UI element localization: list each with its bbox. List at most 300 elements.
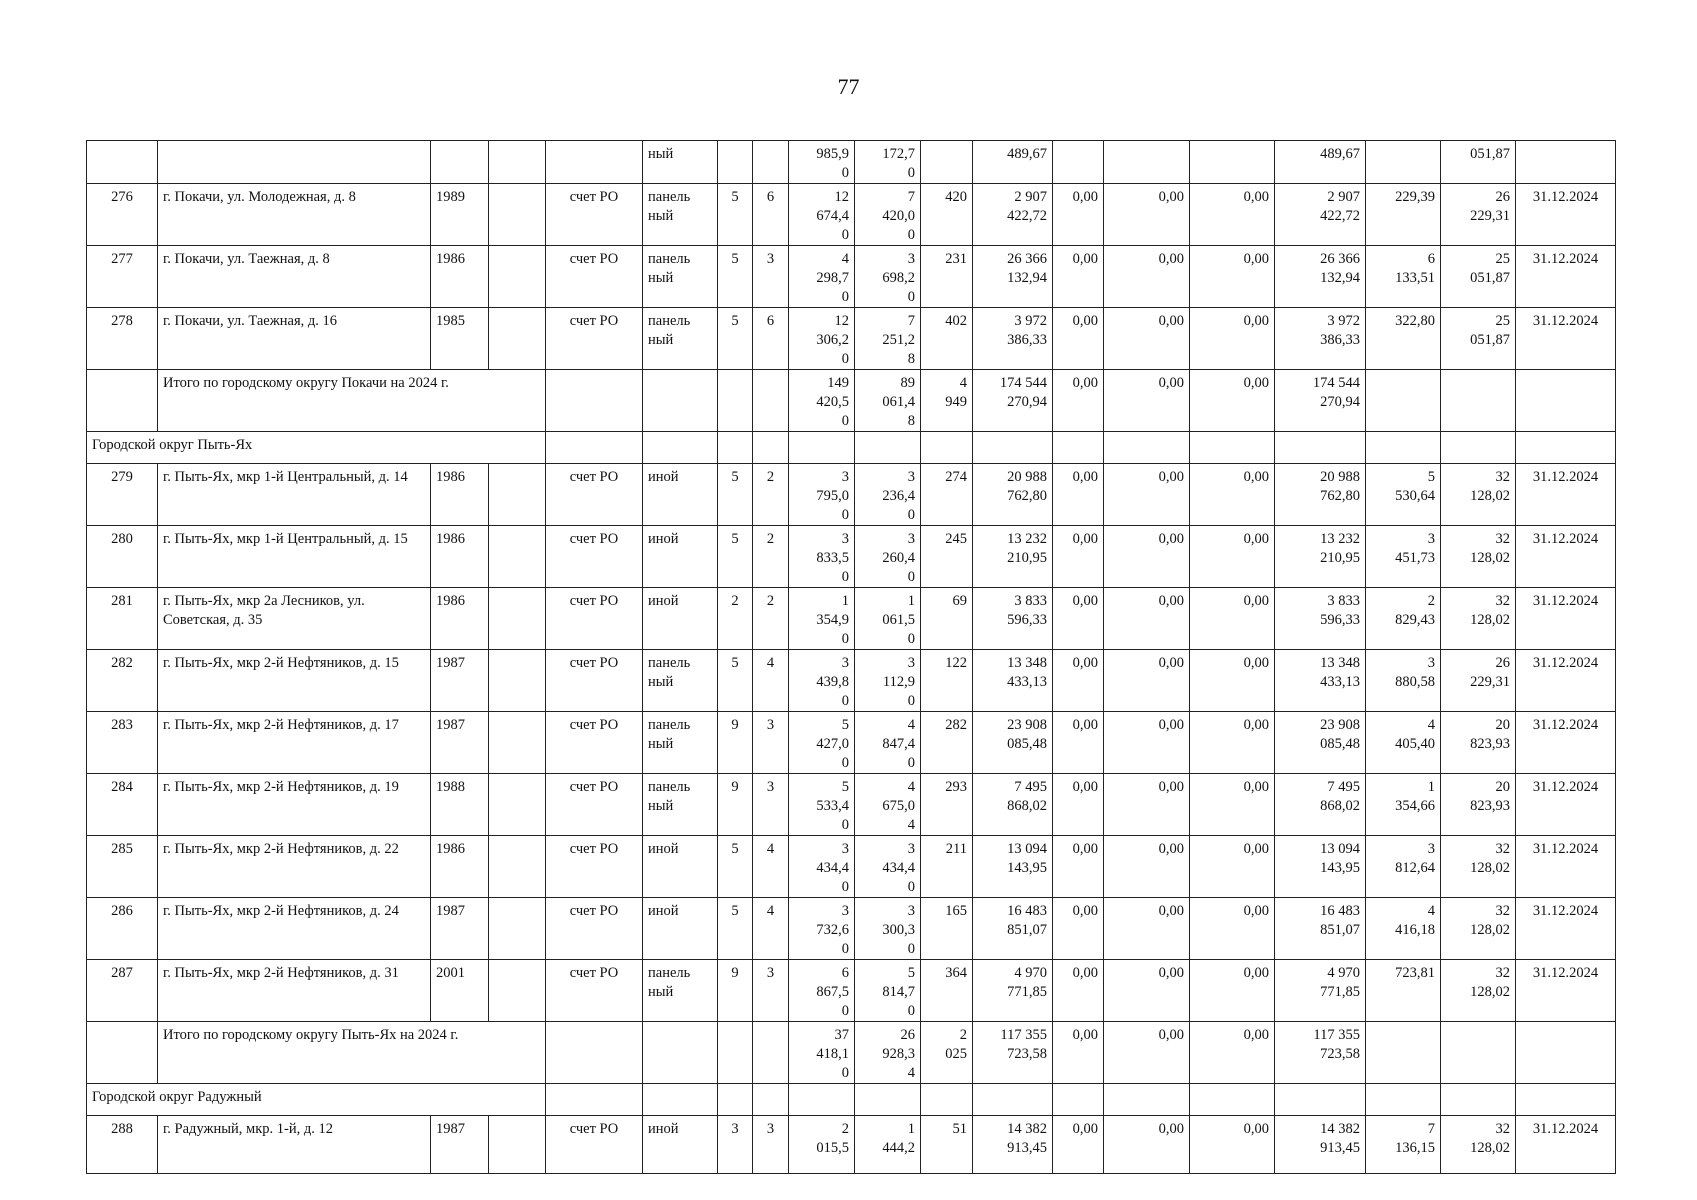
cell-z3: 0,00 [1190, 308, 1275, 370]
cell-year: 1987 [431, 898, 489, 960]
cell-unit-cost: 4 416,18 [1366, 898, 1441, 960]
cell-year: 2001 [431, 960, 489, 1022]
cell-address: г. Покачи, ул. Таежная, д. 16 [158, 308, 431, 370]
cell-fund: 13 232 210,95 [1275, 526, 1366, 588]
cell-number [87, 1022, 158, 1084]
cell-fund: 2 907 422,72 [1275, 184, 1366, 246]
cell-z1: 0,00 [1053, 308, 1104, 370]
cell-z3: 0,00 [1190, 712, 1275, 774]
cell-empty [753, 432, 789, 464]
cell-blank [489, 308, 546, 370]
cell-empty [1275, 432, 1366, 464]
cell-area-living: 89 061,4 8 [855, 370, 921, 432]
cell-fund: 3 833 596,33 [1275, 588, 1366, 650]
cell-area-total: 6 867,5 0 [789, 960, 855, 1022]
cell-fund: 4 970 771,85 [1275, 960, 1366, 1022]
cell-fund: 16 483 851,07 [1275, 898, 1366, 960]
cell-area-living: 1 444,2 [855, 1116, 921, 1174]
cell-number: 284 [87, 774, 158, 836]
cell-unit-cost [1366, 141, 1441, 184]
cell-empty [1190, 1084, 1275, 1116]
cell-unit-cost [1366, 1022, 1441, 1084]
cell-wall: панель ный [643, 774, 718, 836]
cell-z1: 0,00 [1053, 588, 1104, 650]
cell-z3: 0,00 [1190, 836, 1275, 898]
cell-entrances: 6 [753, 184, 789, 246]
cell-year: 1986 [431, 836, 489, 898]
cell-z1: 0,00 [1053, 1116, 1104, 1174]
cell-floors: 5 [718, 836, 753, 898]
cell-source: счет РО [546, 712, 643, 774]
cell-empty [921, 432, 973, 464]
cell-area-living: 3 300,3 0 [855, 898, 921, 960]
cell-year: 1986 [431, 246, 489, 308]
cell-blank [489, 464, 546, 526]
cell-fund: 117 355 723,58 [1275, 1022, 1366, 1084]
cell-date [1516, 370, 1616, 432]
table-row [87, 774, 1616, 836]
cell-z1: 0,00 [1053, 650, 1104, 712]
cell-empty [789, 1084, 855, 1116]
cell-z3: 0,00 [1190, 1116, 1275, 1174]
cell-entrances: 3 [753, 1116, 789, 1174]
cell-limit [1441, 370, 1516, 432]
cell-unit-cost: 5 530,64 [1366, 464, 1441, 526]
cell-date: 31.12.2024 [1516, 650, 1616, 712]
cell-unit-cost: 3 880,58 [1366, 650, 1441, 712]
cell-fund: 13 094 143,95 [1275, 836, 1366, 898]
cell-z3: 0,00 [1190, 898, 1275, 960]
cell-wall [643, 370, 718, 432]
cell-number: 286 [87, 898, 158, 960]
cell-z3: 0,00 [1190, 774, 1275, 836]
cell-number: 278 [87, 308, 158, 370]
cell-cost: 23 908 085,48 [973, 712, 1053, 774]
cell-z1: 0,00 [1053, 526, 1104, 588]
cell-empty [973, 1084, 1053, 1116]
cell-number: 285 [87, 836, 158, 898]
cell-date: 31.12.2024 [1516, 588, 1616, 650]
section-title: Городской округ Радужный [87, 1084, 546, 1116]
cell-residents: 402 [921, 308, 973, 370]
cell-fund: 3 972 386,33 [1275, 308, 1366, 370]
table-row [87, 650, 1616, 712]
cell-unit-cost: 3 812,64 [1366, 836, 1441, 898]
cell-residents [921, 141, 973, 184]
cell-z3: 0,00 [1190, 960, 1275, 1022]
cell-date: 31.12.2024 [1516, 712, 1616, 774]
cell-residents: 282 [921, 712, 973, 774]
cell-residents: 274 [921, 464, 973, 526]
section-header-row [87, 432, 1616, 464]
cell-year: 1987 [431, 712, 489, 774]
cell-z2: 0,00 [1104, 370, 1190, 432]
cell-z1: 0,00 [1053, 712, 1104, 774]
cell-limit: 32 128,02 [1441, 1116, 1516, 1174]
cell-unit-cost: 3 451,73 [1366, 526, 1441, 588]
cell-source [546, 141, 643, 184]
cell-wall: панель ный [643, 712, 718, 774]
cell-date: 31.12.2024 [1516, 464, 1616, 526]
cell-cost: 16 483 851,07 [973, 898, 1053, 960]
table-row [87, 588, 1616, 650]
cell-wall: панель ный [643, 184, 718, 246]
cell-entrances: 4 [753, 898, 789, 960]
cell-cost: 489,67 [973, 141, 1053, 184]
cell-z3: 0,00 [1190, 588, 1275, 650]
cell-date: 31.12.2024 [1516, 246, 1616, 308]
cell-number [87, 370, 158, 432]
cell-date: 31.12.2024 [1516, 836, 1616, 898]
cell-empty [1441, 1084, 1516, 1116]
cell-address: г. Пыть-Ях, мкр 2-й Нефтяников, д. 17 [158, 712, 431, 774]
cell-z2: 0,00 [1104, 588, 1190, 650]
cell-area-living: 7 251,2 8 [855, 308, 921, 370]
cell-z2 [1104, 141, 1190, 184]
cell-unit-cost: 2 829,43 [1366, 588, 1441, 650]
total-label: Итого по городскому округу Покачи на 2024 г. [158, 370, 546, 432]
cell-year: 1987 [431, 650, 489, 712]
cell-year: 1987 [431, 1116, 489, 1174]
cell-blank [489, 650, 546, 712]
cell-cost: 117 355 723,58 [973, 1022, 1053, 1084]
cell-entrances: 2 [753, 526, 789, 588]
cell-limit: 32 128,02 [1441, 526, 1516, 588]
cell-blank [489, 774, 546, 836]
total-label: Итого по городскому округу Пыть-Ях на 2024 г. [158, 1022, 546, 1084]
cell-limit: 20 823,93 [1441, 712, 1516, 774]
cell-source [546, 1022, 643, 1084]
cell-entrances [753, 1022, 789, 1084]
cell-empty [855, 1084, 921, 1116]
table-row [87, 712, 1616, 774]
cell-floors [718, 370, 753, 432]
cell-fund: 489,67 [1275, 141, 1366, 184]
cell-empty [718, 432, 753, 464]
cell-source: счет РО [546, 308, 643, 370]
table-row [87, 960, 1616, 1022]
cell-residents: 4 949 [921, 370, 973, 432]
cell-source: счет РО [546, 774, 643, 836]
cell-floors: 5 [718, 184, 753, 246]
cell-empty [921, 1084, 973, 1116]
cell-area-living: 3 112,9 0 [855, 650, 921, 712]
cell-address: г. Пыть-Ях, мкр 1-й Центральный, д. 15 [158, 526, 431, 588]
table-row [87, 308, 1616, 370]
cell-floors: 5 [718, 898, 753, 960]
cell-empty [1516, 1084, 1616, 1116]
cell-z2: 0,00 [1104, 526, 1190, 588]
cell-cost: 13 348 433,13 [973, 650, 1053, 712]
cell-date: 31.12.2024 [1516, 898, 1616, 960]
cell-z3 [1190, 141, 1275, 184]
cell-unit-cost [1366, 370, 1441, 432]
cell-area-living: 1 061,5 0 [855, 588, 921, 650]
cell-cost: 3 833 596,33 [973, 588, 1053, 650]
cell-year: 1988 [431, 774, 489, 836]
cell-limit: 25 051,87 [1441, 308, 1516, 370]
cell-residents: 420 [921, 184, 973, 246]
cell-area-living: 4 675,0 4 [855, 774, 921, 836]
cell-source: счет РО [546, 960, 643, 1022]
cell-date: 31.12.2024 [1516, 526, 1616, 588]
cell-limit: 32 128,02 [1441, 960, 1516, 1022]
cell-number: 282 [87, 650, 158, 712]
cell-floors: 5 [718, 308, 753, 370]
cell-z2: 0,00 [1104, 650, 1190, 712]
cell-date: 31.12.2024 [1516, 184, 1616, 246]
cell-wall: иной [643, 464, 718, 526]
cell-z2: 0,00 [1104, 308, 1190, 370]
cell-wall: панель ный [643, 246, 718, 308]
cell-address: г. Пыть-Ях, мкр 2-й Нефтяников, д. 15 [158, 650, 431, 712]
cell-cost: 13 232 210,95 [973, 526, 1053, 588]
cell-z3: 0,00 [1190, 526, 1275, 588]
cell-residents: 51 [921, 1116, 973, 1174]
cell-floors [718, 1022, 753, 1084]
cell-z2: 0,00 [1104, 836, 1190, 898]
cell-area-total: 2 015,5 [789, 1116, 855, 1174]
cell-floors: 3 [718, 1116, 753, 1174]
cell-wall: иной [643, 1116, 718, 1174]
cell-wall: панель ный [643, 960, 718, 1022]
cell-floors: 5 [718, 246, 753, 308]
total-row [87, 1022, 1616, 1084]
cell-empty [718, 1084, 753, 1116]
cell-date: 31.12.2024 [1516, 1116, 1616, 1174]
cell-z2: 0,00 [1104, 246, 1190, 308]
cell-blank [489, 898, 546, 960]
cell-address: г. Покачи, ул. Таежная, д. 8 [158, 246, 431, 308]
cell-empty [1104, 1084, 1190, 1116]
cell-source: счет РО [546, 588, 643, 650]
cell-empty [855, 432, 921, 464]
cell-cost: 174 544 270,94 [973, 370, 1053, 432]
cell-unit-cost: 4 405,40 [1366, 712, 1441, 774]
cell-cost: 2 907 422,72 [973, 184, 1053, 246]
cell-floors: 5 [718, 526, 753, 588]
cell-entrances: 3 [753, 774, 789, 836]
cell-empty [1441, 432, 1516, 464]
cell-z1: 0,00 [1053, 774, 1104, 836]
cell-address: г. Пыть-Ях, мкр 2-й Нефтяников, д. 22 [158, 836, 431, 898]
cell-empty [973, 432, 1053, 464]
cell-area-total: 149 420,5 0 [789, 370, 855, 432]
page-number: 77 [837, 74, 860, 99]
cell-area-total: 3 732,6 0 [789, 898, 855, 960]
cell-blank [489, 836, 546, 898]
cell-year: 1986 [431, 526, 489, 588]
cell-empty [1053, 432, 1104, 464]
cell-address: г. Пыть-Ях, мкр 2-й Нефтяников, д. 31 [158, 960, 431, 1022]
cell-year: 1986 [431, 588, 489, 650]
cell-area-living: 3 260,4 0 [855, 526, 921, 588]
cell-residents: 231 [921, 246, 973, 308]
cell-empty [1366, 432, 1441, 464]
total-row [87, 370, 1616, 432]
cell-residents: 69 [921, 588, 973, 650]
cell-blank [489, 1116, 546, 1174]
cell-z1: 0,00 [1053, 1022, 1104, 1084]
cell-address: г. Пыть-Ях, мкр 2-й Нефтяников, д. 19 [158, 774, 431, 836]
cell-empty [546, 432, 643, 464]
cell-unit-cost: 723,81 [1366, 960, 1441, 1022]
cell-cost: 20 988 762,80 [973, 464, 1053, 526]
cell-residents: 211 [921, 836, 973, 898]
cell-z3: 0,00 [1190, 184, 1275, 246]
cell-z1: 0,00 [1053, 184, 1104, 246]
cell-date [1516, 1022, 1616, 1084]
cell-z3: 0,00 [1190, 464, 1275, 526]
cell-unit-cost: 322,80 [1366, 308, 1441, 370]
cell-floors: 9 [718, 712, 753, 774]
cell-fund: 20 988 762,80 [1275, 464, 1366, 526]
cell-address: г. Пыть-Ях, мкр 2а Лесников, ул. Советская, д. 35 [158, 588, 431, 650]
cell-source [546, 370, 643, 432]
section-title: Городской округ Пыть-Ях [87, 432, 546, 464]
cell-z1: 0,00 [1053, 246, 1104, 308]
cell-wall: иной [643, 588, 718, 650]
cell-wall [643, 1022, 718, 1084]
cell-blank [489, 712, 546, 774]
cell-date: 31.12.2024 [1516, 308, 1616, 370]
cell-z1 [1053, 141, 1104, 184]
cell-source: счет РО [546, 464, 643, 526]
cell-area-living: 26 928,3 4 [855, 1022, 921, 1084]
cell-area-living: 3 698,2 0 [855, 246, 921, 308]
cell-limit: 32 128,02 [1441, 588, 1516, 650]
cell-entrances: 6 [753, 308, 789, 370]
cell-residents: 122 [921, 650, 973, 712]
cell-empty [546, 1084, 643, 1116]
cell-area-living: 3 434,4 0 [855, 836, 921, 898]
cell-z2: 0,00 [1104, 1022, 1190, 1084]
cell-wall: иной [643, 836, 718, 898]
cell-residents: 293 [921, 774, 973, 836]
cell-area-living: 3 236,4 0 [855, 464, 921, 526]
cell-z1: 0,00 [1053, 898, 1104, 960]
cell-address [158, 141, 431, 184]
cell-fund: 23 908 085,48 [1275, 712, 1366, 774]
cell-date: 31.12.2024 [1516, 774, 1616, 836]
cell-number: 279 [87, 464, 158, 526]
cell-number: 287 [87, 960, 158, 1022]
cell-limit: 32 128,02 [1441, 464, 1516, 526]
cell-address: г. Радужный, мкр. 1-й, д. 12 [158, 1116, 431, 1174]
cell-entrances: 4 [753, 836, 789, 898]
cell-floors: 5 [718, 650, 753, 712]
cell-unit-cost: 1 354,66 [1366, 774, 1441, 836]
cell-z3: 0,00 [1190, 1022, 1275, 1084]
cell-floors [718, 141, 753, 184]
cell-date [1516, 141, 1616, 184]
cell-empty [643, 1084, 718, 1116]
cell-fund: 26 366 132,94 [1275, 246, 1366, 308]
cell-limit: 20 823,93 [1441, 774, 1516, 836]
cell-wall: панель ный [643, 650, 718, 712]
cell-limit: 32 128,02 [1441, 836, 1516, 898]
cell-year: 1986 [431, 464, 489, 526]
cell-fund: 14 382 913,45 [1275, 1116, 1366, 1174]
cell-z3: 0,00 [1190, 370, 1275, 432]
cell-year: 1989 [431, 184, 489, 246]
table-row [87, 526, 1616, 588]
cell-residents: 364 [921, 960, 973, 1022]
cell-area-total: 5 533,4 0 [789, 774, 855, 836]
cell-area-total: 4 298,7 0 [789, 246, 855, 308]
cell-blank [489, 526, 546, 588]
cell-empty [753, 1084, 789, 1116]
cell-blank [489, 588, 546, 650]
cell-entrances: 2 [753, 464, 789, 526]
cell-wall: панель ный [643, 308, 718, 370]
cell-entrances: 3 [753, 246, 789, 308]
cell-source: счет РО [546, 650, 643, 712]
cell-limit: 26 229,31 [1441, 184, 1516, 246]
cell-z1: 0,00 [1053, 370, 1104, 432]
cell-z2: 0,00 [1104, 1116, 1190, 1174]
buildings-table [86, 140, 1616, 1174]
cell-address: г. Пыть-Ях, мкр 2-й Нефтяников, д. 24 [158, 898, 431, 960]
cell-number: 283 [87, 712, 158, 774]
cell-number: 276 [87, 184, 158, 246]
cell-area-total: 3 833,5 0 [789, 526, 855, 588]
cell-unit-cost: 7 136,15 [1366, 1116, 1441, 1174]
cell-source: счет РО [546, 184, 643, 246]
cell-empty [1190, 432, 1275, 464]
cell-entrances [753, 141, 789, 184]
cell-z1: 0,00 [1053, 836, 1104, 898]
cell-blank [489, 960, 546, 1022]
cell-limit [1441, 1022, 1516, 1084]
cell-residents: 2 025 [921, 1022, 973, 1084]
cell-limit: 25 051,87 [1441, 246, 1516, 308]
cell-residents: 165 [921, 898, 973, 960]
cell-limit: 32 128,02 [1441, 898, 1516, 960]
cell-area-total: 12 674,4 0 [789, 184, 855, 246]
cell-z2: 0,00 [1104, 464, 1190, 526]
cell-area-total: 985,9 0 [789, 141, 855, 184]
cell-number: 280 [87, 526, 158, 588]
cell-source: счет РО [546, 246, 643, 308]
table-row-continuation [87, 141, 1616, 184]
cell-source: счет РО [546, 898, 643, 960]
cell-z2: 0,00 [1104, 898, 1190, 960]
cell-empty [1053, 1084, 1104, 1116]
section-header-row [87, 1084, 1616, 1116]
table-row [87, 246, 1616, 308]
cell-floors: 5 [718, 464, 753, 526]
cell-address: г. Покачи, ул. Молодежная, д. 8 [158, 184, 431, 246]
cell-number [87, 141, 158, 184]
cell-empty [1366, 1084, 1441, 1116]
cell-empty [1104, 432, 1190, 464]
table-row [87, 464, 1616, 526]
cell-residents: 245 [921, 526, 973, 588]
cell-entrances: 4 [753, 650, 789, 712]
cell-area-living: 172,7 0 [855, 141, 921, 184]
cell-date: 31.12.2024 [1516, 960, 1616, 1022]
cell-area-living: 5 814,7 0 [855, 960, 921, 1022]
cell-entrances [753, 370, 789, 432]
cell-blank [489, 184, 546, 246]
cell-z1: 0,00 [1053, 464, 1104, 526]
cell-area-total: 3 439,8 0 [789, 650, 855, 712]
cell-address: г. Пыть-Ях, мкр 1-й Центральный, д. 14 [158, 464, 431, 526]
cell-area-total: 5 427,0 0 [789, 712, 855, 774]
cell-entrances: 3 [753, 960, 789, 1022]
cell-area-total: 3 795,0 0 [789, 464, 855, 526]
